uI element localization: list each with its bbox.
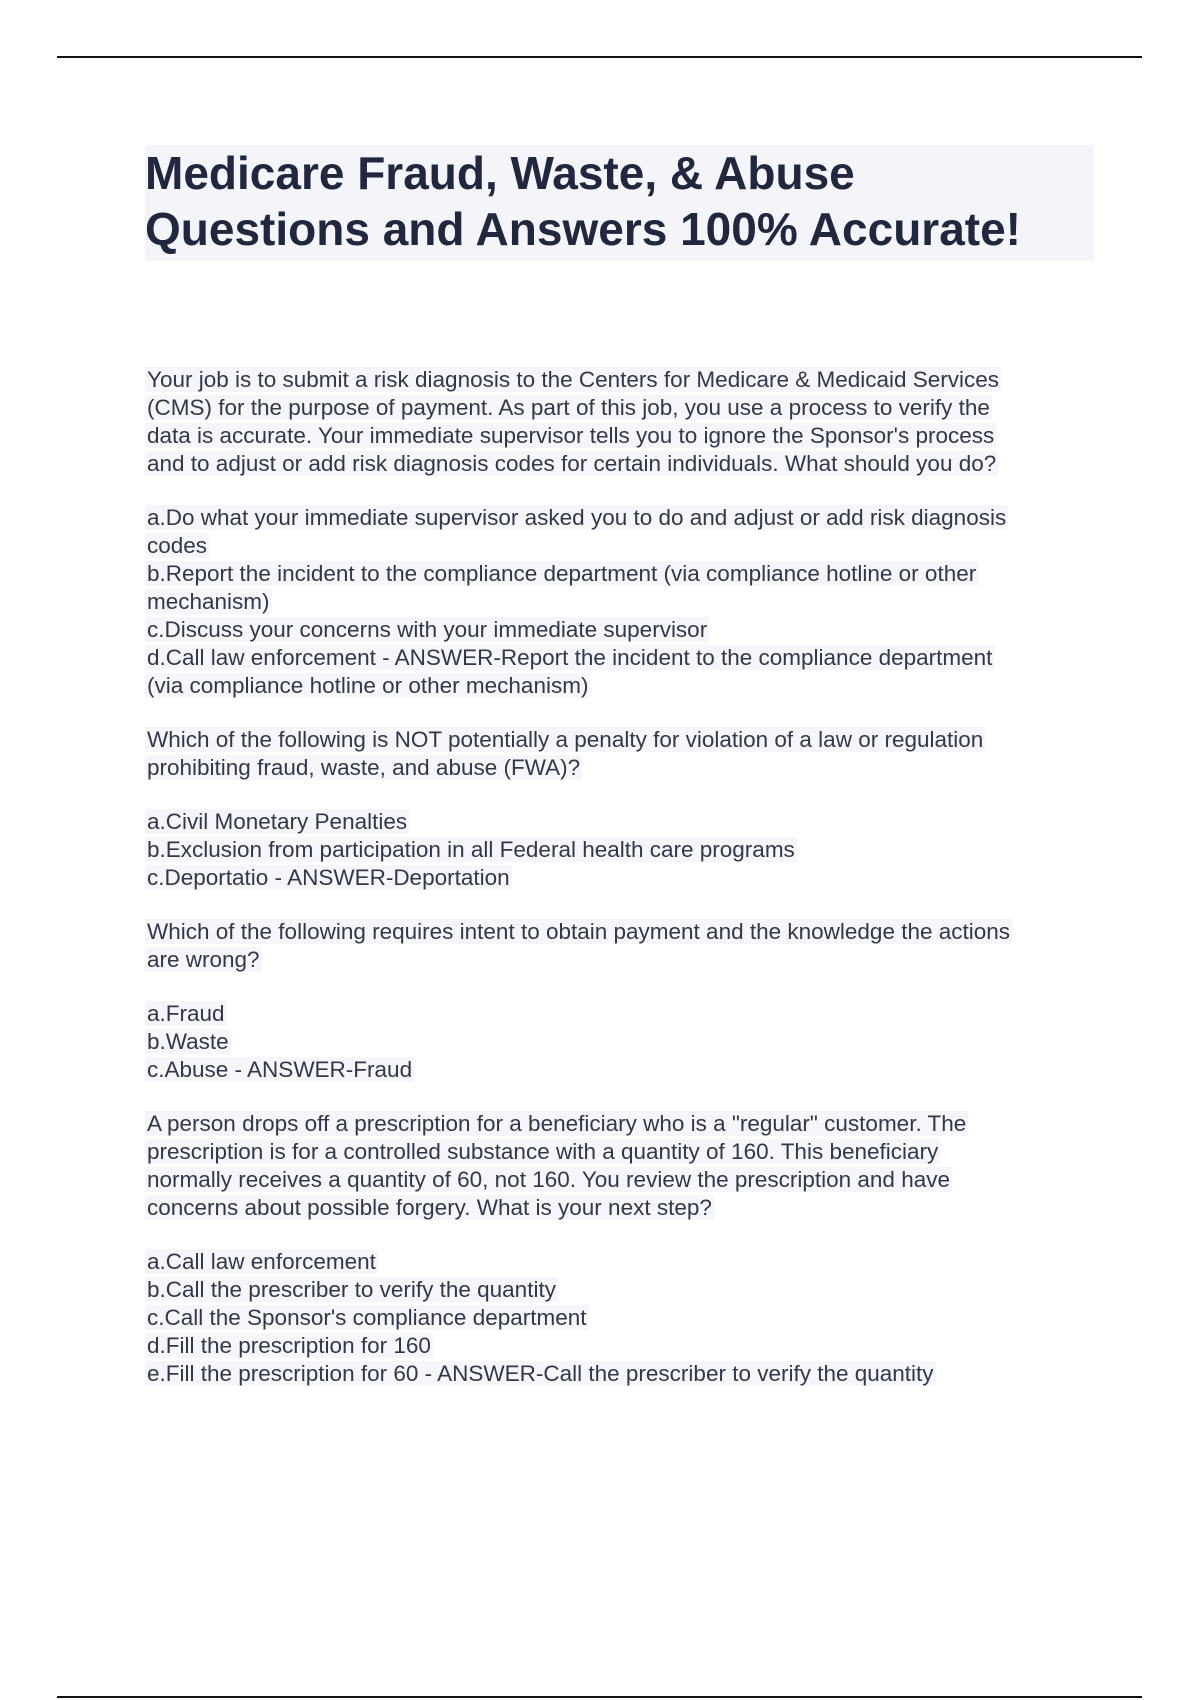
question-text: (CMS) for the purpose of payment. As part of this job, you use a process to verify the [147,395,990,420]
bottom-rule [57,1696,1142,1698]
question-text: data is accurate. Your immediate supervisor tells you to ignore the Sponsor's process [147,423,995,448]
question-text: concerns about possible forgery. What is your next step? [147,1195,712,1220]
option-text: a.Civil Monetary Penalties [147,809,408,834]
option-text: a.Call law enforcement [147,1249,376,1274]
option-text: d.Fill the prescription for 160 [147,1333,431,1358]
question-text: A person drops off a prescription for a beneficiary who is a "regular" customer. The [147,1111,967,1136]
title-line: Questions and Answers 100% Accurate! [145,203,1021,255]
question-1 [145,366,1085,478]
document-body [145,366,1085,1388]
question-2 [145,726,1085,782]
title-line: Medicare Fraud, Waste, & Abuse [145,147,855,199]
question-text: normally receives a quantity of 60, not 160. You review the prescription and have [147,1167,950,1192]
question-text: prohibiting fraud, waste, and abuse (FWA)? [147,755,581,780]
option-answer: c.Deportatio - ANSWER-Deportation [147,865,510,890]
option-text: b.Exclusion from participation in all Federal health care programs [147,837,795,862]
question-text: prescription is for a controlled substance with a quantity of 160. This beneficiary [147,1139,939,1164]
option-text: a.Fraud [147,1001,225,1026]
question-text: and to adjust or add risk diagnosis codes for certain individuals. What should you do? [147,451,997,476]
top-rule [57,56,1142,58]
options-4 [145,1248,1085,1388]
option-text: a.Do what your immediate supervisor asked you to do and adjust or add risk diagnosis [147,505,1007,530]
option-answer: e.Fill the prescription for 60 - ANSWER-Call the prescriber to verify the quantity [147,1361,934,1386]
question-4 [145,1110,1085,1222]
option-text: c.Discuss your concerns with your immediate supervisor [147,617,708,642]
option-text: b.Waste [147,1029,229,1054]
document-title [145,145,1094,261]
option-text: b.Report the incident to the compliance department (via compliance hotline or other [147,561,977,586]
question-3 [145,918,1085,974]
option-text: codes [147,533,208,558]
options-1 [145,504,1085,700]
option-text: c.Call the Sponsor's compliance department [147,1305,587,1330]
question-text: Which of the following requires intent to obtain payment and the knowledge the actions [147,919,1011,944]
question-text: are wrong? [147,947,260,972]
option-text: mechanism) [147,589,270,614]
option-answer: d.Call law enforcement - ANSWER-Report the incident to the compliance department [147,645,993,670]
question-text: Which of the following is NOT potentially a penalty for violation of a law or regulation [147,727,984,752]
option-answer: c.Abuse - ANSWER-Fraud [147,1057,413,1082]
question-text: Your job is to submit a risk diagnosis to the Centers for Medicare & Medicaid Services [147,367,1000,392]
options-2 [145,808,1085,892]
option-text: b.Call the prescriber to verify the quantity [147,1277,556,1302]
options-3 [145,1000,1085,1084]
option-answer: (via compliance hotline or other mechanism) [147,673,589,698]
